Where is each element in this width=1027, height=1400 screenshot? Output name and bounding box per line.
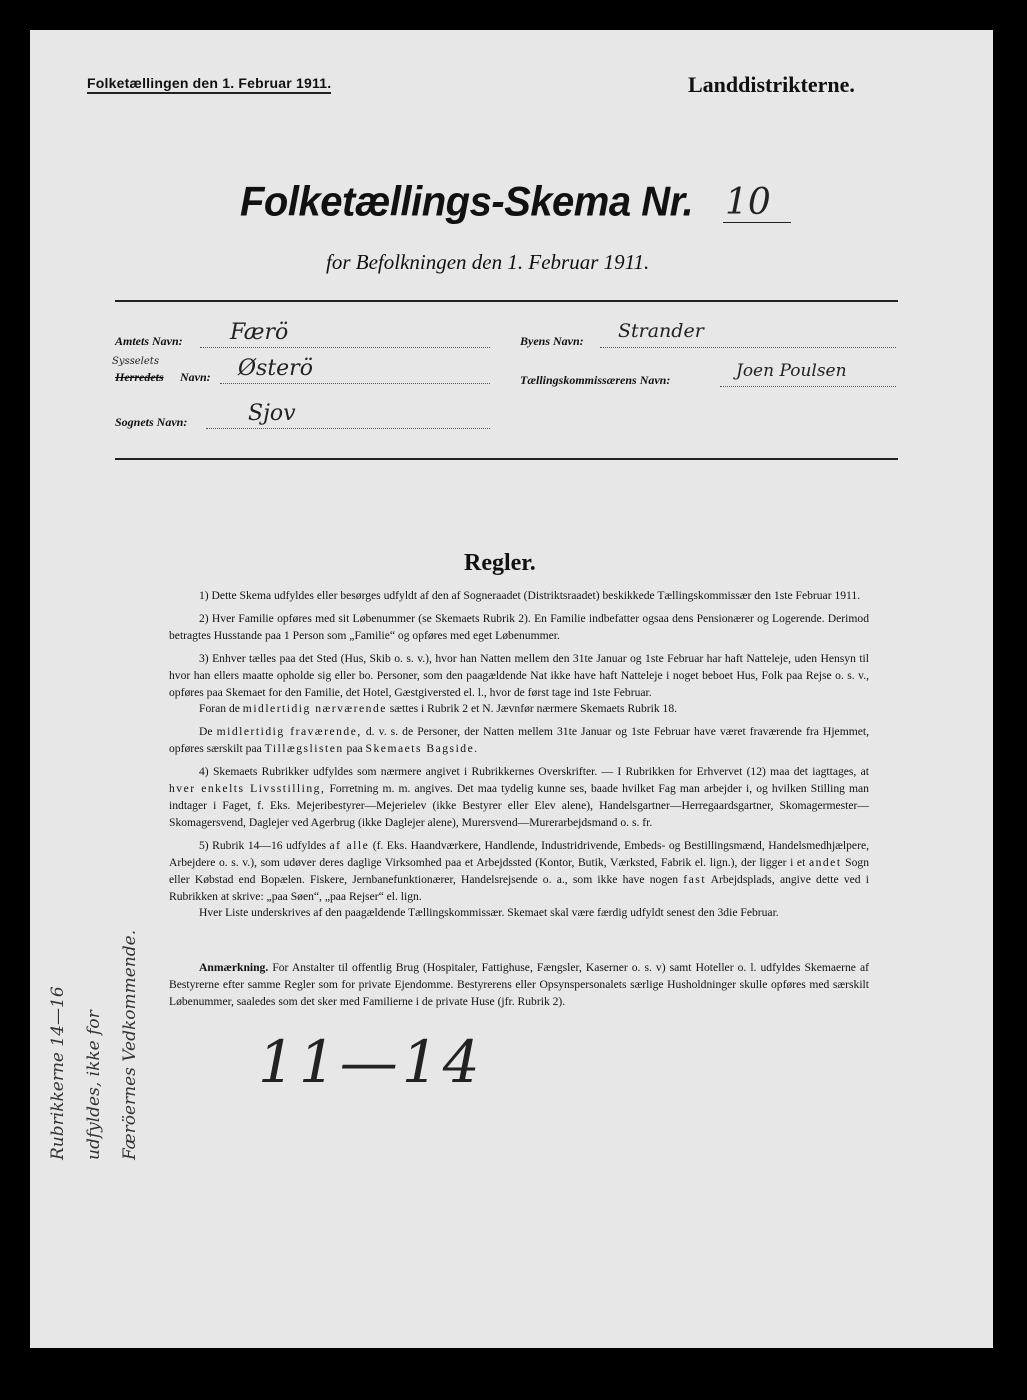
rule-5 xyxy=(169,838,869,906)
header-district-type: Landdistrikterne. xyxy=(688,72,855,97)
by-dotted-line xyxy=(600,346,896,348)
rule-3-absent-pre: De xyxy=(199,725,213,739)
rules-note-text: For Anstalter til offentlig Brug (Hospitaler, Fattighuse, Fængsler, Kaserner o. s. v) samt Hoteller o. l. udfyldes Skemaerne af Bestyrerne efter samme Regler som for private Ejendomme. Bestyrerens eller Opsynspersonalets særlige Husholdninger skulle opføres med særskilt Løbenummer, saaledes som det sker med Familierne i de private Huse (jfr. Rubrik 2). xyxy=(169,961,869,1009)
herred-label-struck: Herredets xyxy=(115,370,164,384)
rule-3-absent xyxy=(169,724,869,758)
header-census-date: Folketællingen den 1. Februar 1911. xyxy=(87,75,331,94)
amt-value: Færö xyxy=(230,320,289,345)
rule-5-emph2: andet xyxy=(808,855,842,869)
rule-5-mid: (f. Eks. Haandværkere, Handlende, Industridrivende, Embeds- og Bestillingsmænd, Handelsmedhjælpere, Arbejdere o. s. v.), som udøver deres daglige Virksomhed paa et Arbejdssted (Kontor, Butik, Værksted, Fabrik el. lign.), der ligger i et xyxy=(169,838,869,869)
rule-4-emph: hver enkelts Livsstilling, xyxy=(169,782,326,796)
rule-6: Hver Liste underskrives af den paagældende Tællingskommissær. Skemaet skal være færdig udfyldt senest den 3die Februar. xyxy=(199,906,779,920)
amt-label: Amtets Navn: xyxy=(115,334,183,348)
side-note-line-3: Færöernes Vedkommende. xyxy=(120,929,140,1160)
side-note-line-2: udfyldes, ikke for xyxy=(84,1010,104,1160)
sogn-label: Sognets Navn: xyxy=(115,415,188,429)
rule-5-emph: af alle xyxy=(329,838,370,852)
herred-label-correction: Sysselets xyxy=(112,356,159,367)
rule-5-pre: 5) Rubrik 14—16 udfyldes xyxy=(199,838,327,852)
rule-3-present xyxy=(169,701,869,718)
divider-top xyxy=(115,300,898,302)
herred-value: Østerö xyxy=(238,356,313,381)
rule-3-present-emph: midlertidig nærværende xyxy=(242,702,387,716)
rule-5-mid2: Sogn eller Købstad end Bopælen. Fiskere, Jernbanefunktionærer, Handelsrejsende o. a., som ikke have nogen xyxy=(169,855,870,886)
rule-3: 3) Enhver tælles paa det Sted (Hus, Skib o. s. v.), hvor han Natten mellem den 31te Januar og 1ste Februar har haft Natteleje, uden Hensyn til hvor han ellers maatte opholde sig eller bo. Personer, som den paagældende Nat ikke have haft Natteleje i noget beboet Hus, Folk paa Rejse o. s. v., opføres paa Skemaet for den Familie, det Hotel, Gæstgiversted el. l., hvor de først tage ind 1ste Februar. xyxy=(169,651,869,699)
rule-3-absent-emph2: Tillægslisten xyxy=(264,742,344,756)
rules-note xyxy=(169,960,869,1011)
rule-3-present-post: sættes i Rubrik 2 et N. Jævnfør nærmere Skemaets Rubrik 18. xyxy=(389,702,678,716)
rules-body xyxy=(169,588,869,1017)
by-label: Byens Navn: xyxy=(520,334,584,348)
side-note-line-1: Rubrikkerne 14—16 xyxy=(48,986,68,1160)
divider-fields xyxy=(115,458,898,460)
herred-label-suffix: Navn: xyxy=(180,370,211,384)
amt-dotted-line xyxy=(200,346,490,348)
rule-3-absent-mid: d. v. s. de Personer, der Natten mellem 31te Januar og 1ste Februar have været fraværende fra Hjemmet, opføres særskilt paa xyxy=(169,725,870,756)
rule-3-present-pre: Foran de xyxy=(199,702,240,716)
sogn-value: Sjov xyxy=(248,401,296,426)
rule-4 xyxy=(169,764,869,832)
rule-5-emph3: fast xyxy=(683,872,707,886)
rule-5-post: Arbejdsplads, angive dette ved i Rubrikken at skrive: „paa Søen“, „paa Rejser“ el. lign. xyxy=(169,872,869,903)
rules-note-label: Anmærkning. xyxy=(199,961,269,975)
rule-3-absent-emph: midlertidig fraværende, xyxy=(216,725,362,739)
rule-4-pre: 4) Skemaets Rubrikker udfyldes som nærmere angivet i Rubrikkernes Overskrifter. — I Rubrikken for Erhvervet (12) maa det iagttages, at xyxy=(199,765,869,779)
herred-dotted-line xyxy=(220,382,490,384)
by-value: Strander xyxy=(618,320,704,342)
kommissaer-dotted-line xyxy=(720,385,896,387)
form-title: Folketællings-Skema Nr. xyxy=(240,178,694,226)
rule-2: 2) Hver Familie opføres med sit Løbenummer (se Skemaets Rubrik 2). En Familie indbefatter ogsaa dens Pensionærer og Logerende. Derimod betragtes Husstande paa 1 Person som „Familie“ og opføres med eget Løbenummer. xyxy=(169,611,869,642)
rules-heading: Regler. xyxy=(464,550,536,576)
sogn-dotted-line xyxy=(206,427,490,429)
form-number: 10 xyxy=(725,182,771,223)
rule-3-absent-emph3: Skemaets Bagside. xyxy=(365,742,479,756)
rule-4-post: Forretning m. m. angives. Det maa tydelig kunne ses, baade hvilket Fag man arbejder i, og hvilken Stilling man indtager i Faget, f. Eks. Mejeribestyrer—Mejerielev (ikke Bestyrer eller Elev alene), Handelsgartner—Herregaardsgartner, Skomagermester—Skomagersvend, Daglejer ved Agerbrug (ikke Daglejer alene), Murersvend—Murerarbejdsmand o. s. fr. xyxy=(169,782,869,829)
handwritten-side-note xyxy=(48,900,168,1160)
form-number-underline xyxy=(723,222,791,223)
census-form-page xyxy=(30,30,993,1348)
handwritten-rubric-note: 11—14 xyxy=(258,1028,484,1096)
kommissaer-label: Tællingskommissærens Navn: xyxy=(520,373,671,387)
rule-3-absent-mid2: paa xyxy=(346,742,363,756)
form-subtitle: for Befolkningen den 1. Februar 1911. xyxy=(326,250,650,274)
kommissaer-value: Joen Poulsen xyxy=(736,361,847,381)
rule-1: 1) Dette Skema udfyldes eller besørges udfyldt af den af Sogneraadet (Distriktsraadet) beskikkede Tællingskommissær den 1ste Februar 1911. xyxy=(199,589,861,602)
